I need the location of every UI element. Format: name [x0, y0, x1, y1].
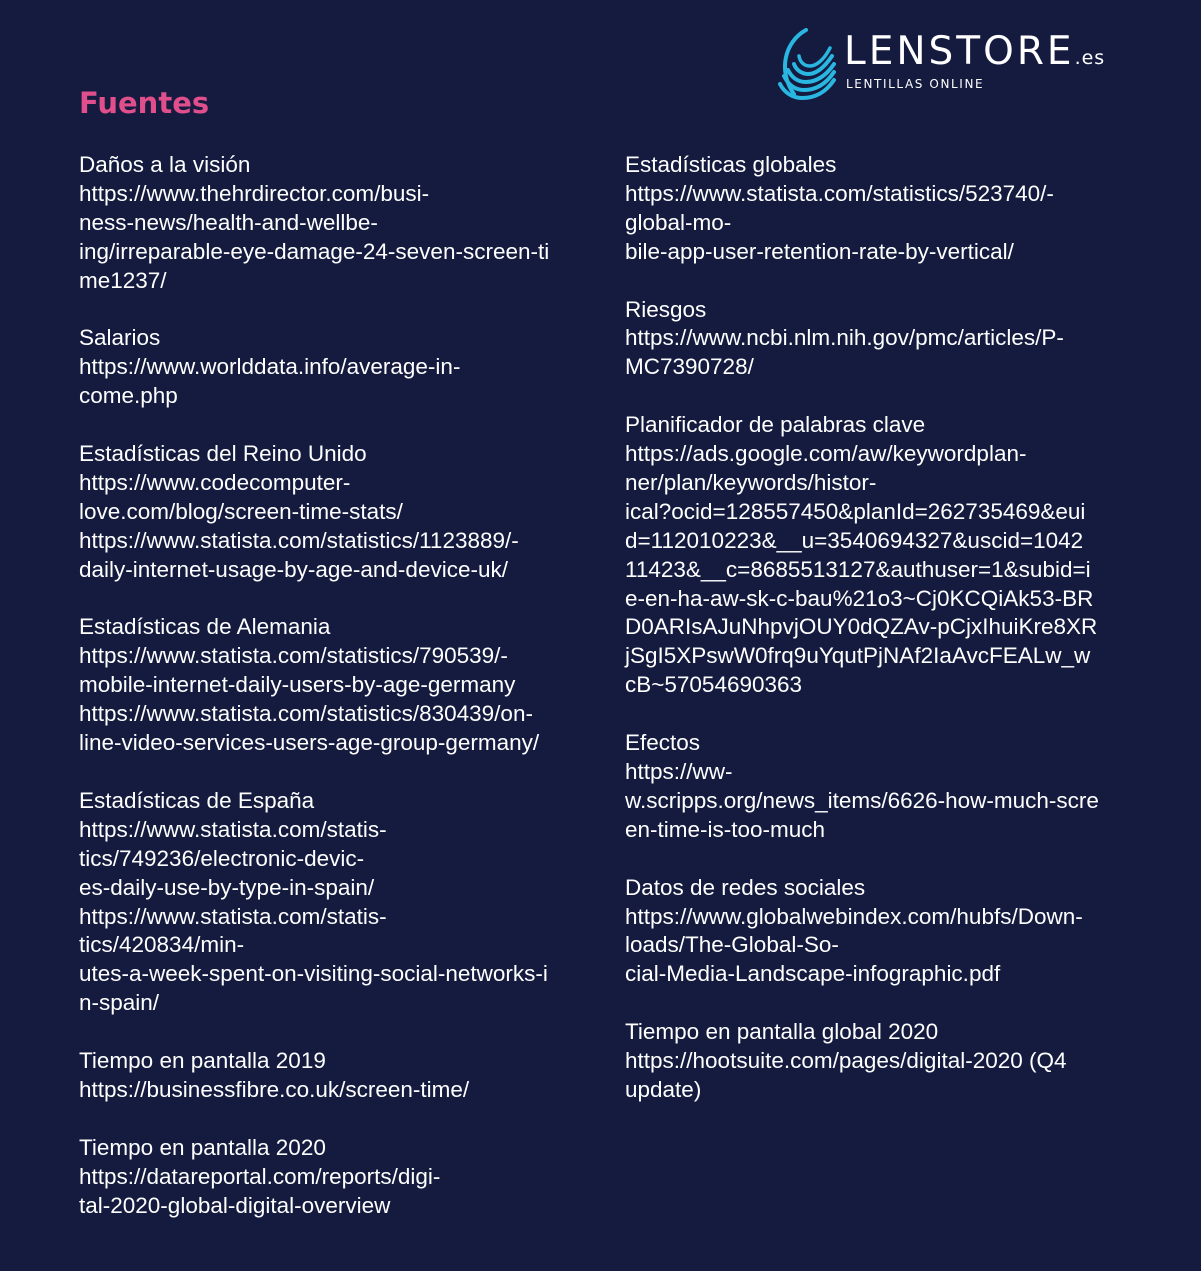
source-title: Tiempo en pantalla global 2020	[625, 1019, 939, 1045]
source-url-link[interactable]: https://www.statista.com/statis- tics/749236/electronic-devic- es-daily-use-by-type-in-spain/ https://www.statista.com/statis- tics/420834/min- utes-a-week-spent-on-visiting-social-networks-i n-spain/	[79, 816, 548, 1016]
source-url-link[interactable]: https://www.statista.com/statistics/523740/- global-mo- bile-app-user-retention-rate-by-vertical/	[625, 180, 1054, 264]
source-title: Datos de redes sociales	[625, 874, 866, 900]
source-entry	[79, 787, 589, 1018]
source-title: Riesgos	[625, 296, 707, 322]
source-title: Tiempo en pantalla 2019	[79, 1048, 326, 1074]
lenstore-logo[interactable]	[776, 28, 1106, 104]
source-entry	[625, 411, 1135, 700]
source-url-link[interactable]: https://www.worlddata.info/average-in- come.php	[79, 354, 461, 409]
source-entry	[79, 613, 589, 758]
source-entry	[79, 151, 589, 296]
logo-name-text: LENSTORE	[844, 29, 1075, 74]
source-url-link[interactable]: https://ads.google.com/aw/keywordplan- ner/plan/keywords/histor- ical?ocid=128557450&planId=262735469&eui d=112010223&__u=3540694327&uscid=1042 11423&__c=8685513127&authuser=1&subid=i e-en-ha-aw-sk-c-bau%21o3~Cj0KCQiAk53-BR D0ARIsAJuNhpvjOUY0dQZAv-pCjxIhuiKre8XR jSgI5XPswW0frq9uYqutPjNAf2IaAvcFEALw_w cB~57054690363	[625, 441, 1098, 698]
source-url-link[interactable]: https://www.globalwebindex.com/hubfs/Down- loads/The-Global-So- cial-Media-Landscape-infographic.pdf	[625, 903, 1083, 987]
source-url-link[interactable]: https://ww- w.scripps.org/news_items/6626-how-much-scre en-time-is-too-much	[625, 758, 1099, 842]
source-entry	[625, 151, 1135, 267]
lens-swirl-icon	[776, 28, 840, 104]
source-entry	[625, 296, 1135, 383]
page-title: Fuentes	[79, 86, 210, 120]
source-entry	[625, 729, 1135, 845]
sources-column-left	[79, 151, 589, 1249]
source-url-link[interactable]: https://www.codecomputer- love.com/blog/screen-time-stats/ https://www.statista.com/statistics/1123889/- daily-internet-usage-by-age-and-device-uk/	[79, 469, 519, 582]
source-url-link[interactable]: https://businessfibre.co.uk/screen-time/	[79, 1076, 470, 1102]
source-entry	[625, 1018, 1135, 1105]
source-title: Estadísticas del Reino Unido	[79, 441, 367, 467]
source-url-link[interactable]: https://www.ncbi.nlm.nih.gov/pmc/articles/P- MC7390728/	[625, 325, 1064, 380]
source-entry	[79, 324, 589, 411]
source-entry	[625, 874, 1135, 990]
source-title: Efectos	[625, 730, 701, 756]
source-entry	[79, 1134, 589, 1221]
source-title: Estadísticas globales	[625, 152, 837, 177]
source-title: Daños a la visión	[79, 152, 251, 177]
logo-wordmark	[844, 29, 1106, 74]
source-url-link[interactable]: https://www.statista.com/statistics/790539/- mobile-internet-daily-users-by-age-germany https://www.statista.com/statistics/830439/on- line-video-services-users-age-group-germany/	[79, 643, 540, 756]
sources-column-right	[625, 151, 1135, 1134]
source-title: Salarios	[79, 325, 161, 351]
logo-tld: .es	[1074, 47, 1106, 69]
source-title: Planificador de palabras clave	[625, 412, 926, 438]
source-entry	[79, 1047, 589, 1105]
source-url-link[interactable]: https://hootsuite.com/pages/digital-2020 (Q4 update)	[625, 1048, 1067, 1102]
source-entry	[79, 440, 589, 585]
source-title: Tiempo en pantalla 2020	[79, 1134, 326, 1160]
source-title: Estadísticas de Alemania	[79, 614, 331, 640]
source-title: Estadísticas de España	[79, 787, 315, 813]
source-url-link[interactable]: https://datareportal.com/reports/digi- tal-2020-global-digital-overview	[79, 1163, 441, 1218]
logo-tagline: LENTILLAS ONLINE	[846, 77, 985, 91]
source-url-link[interactable]: https://www.thehrdirector.com/busi- ness-news/health-and-wellbe- ing/irreparable-eye-damage-24-seven-screen-ti me1237/	[79, 180, 550, 293]
